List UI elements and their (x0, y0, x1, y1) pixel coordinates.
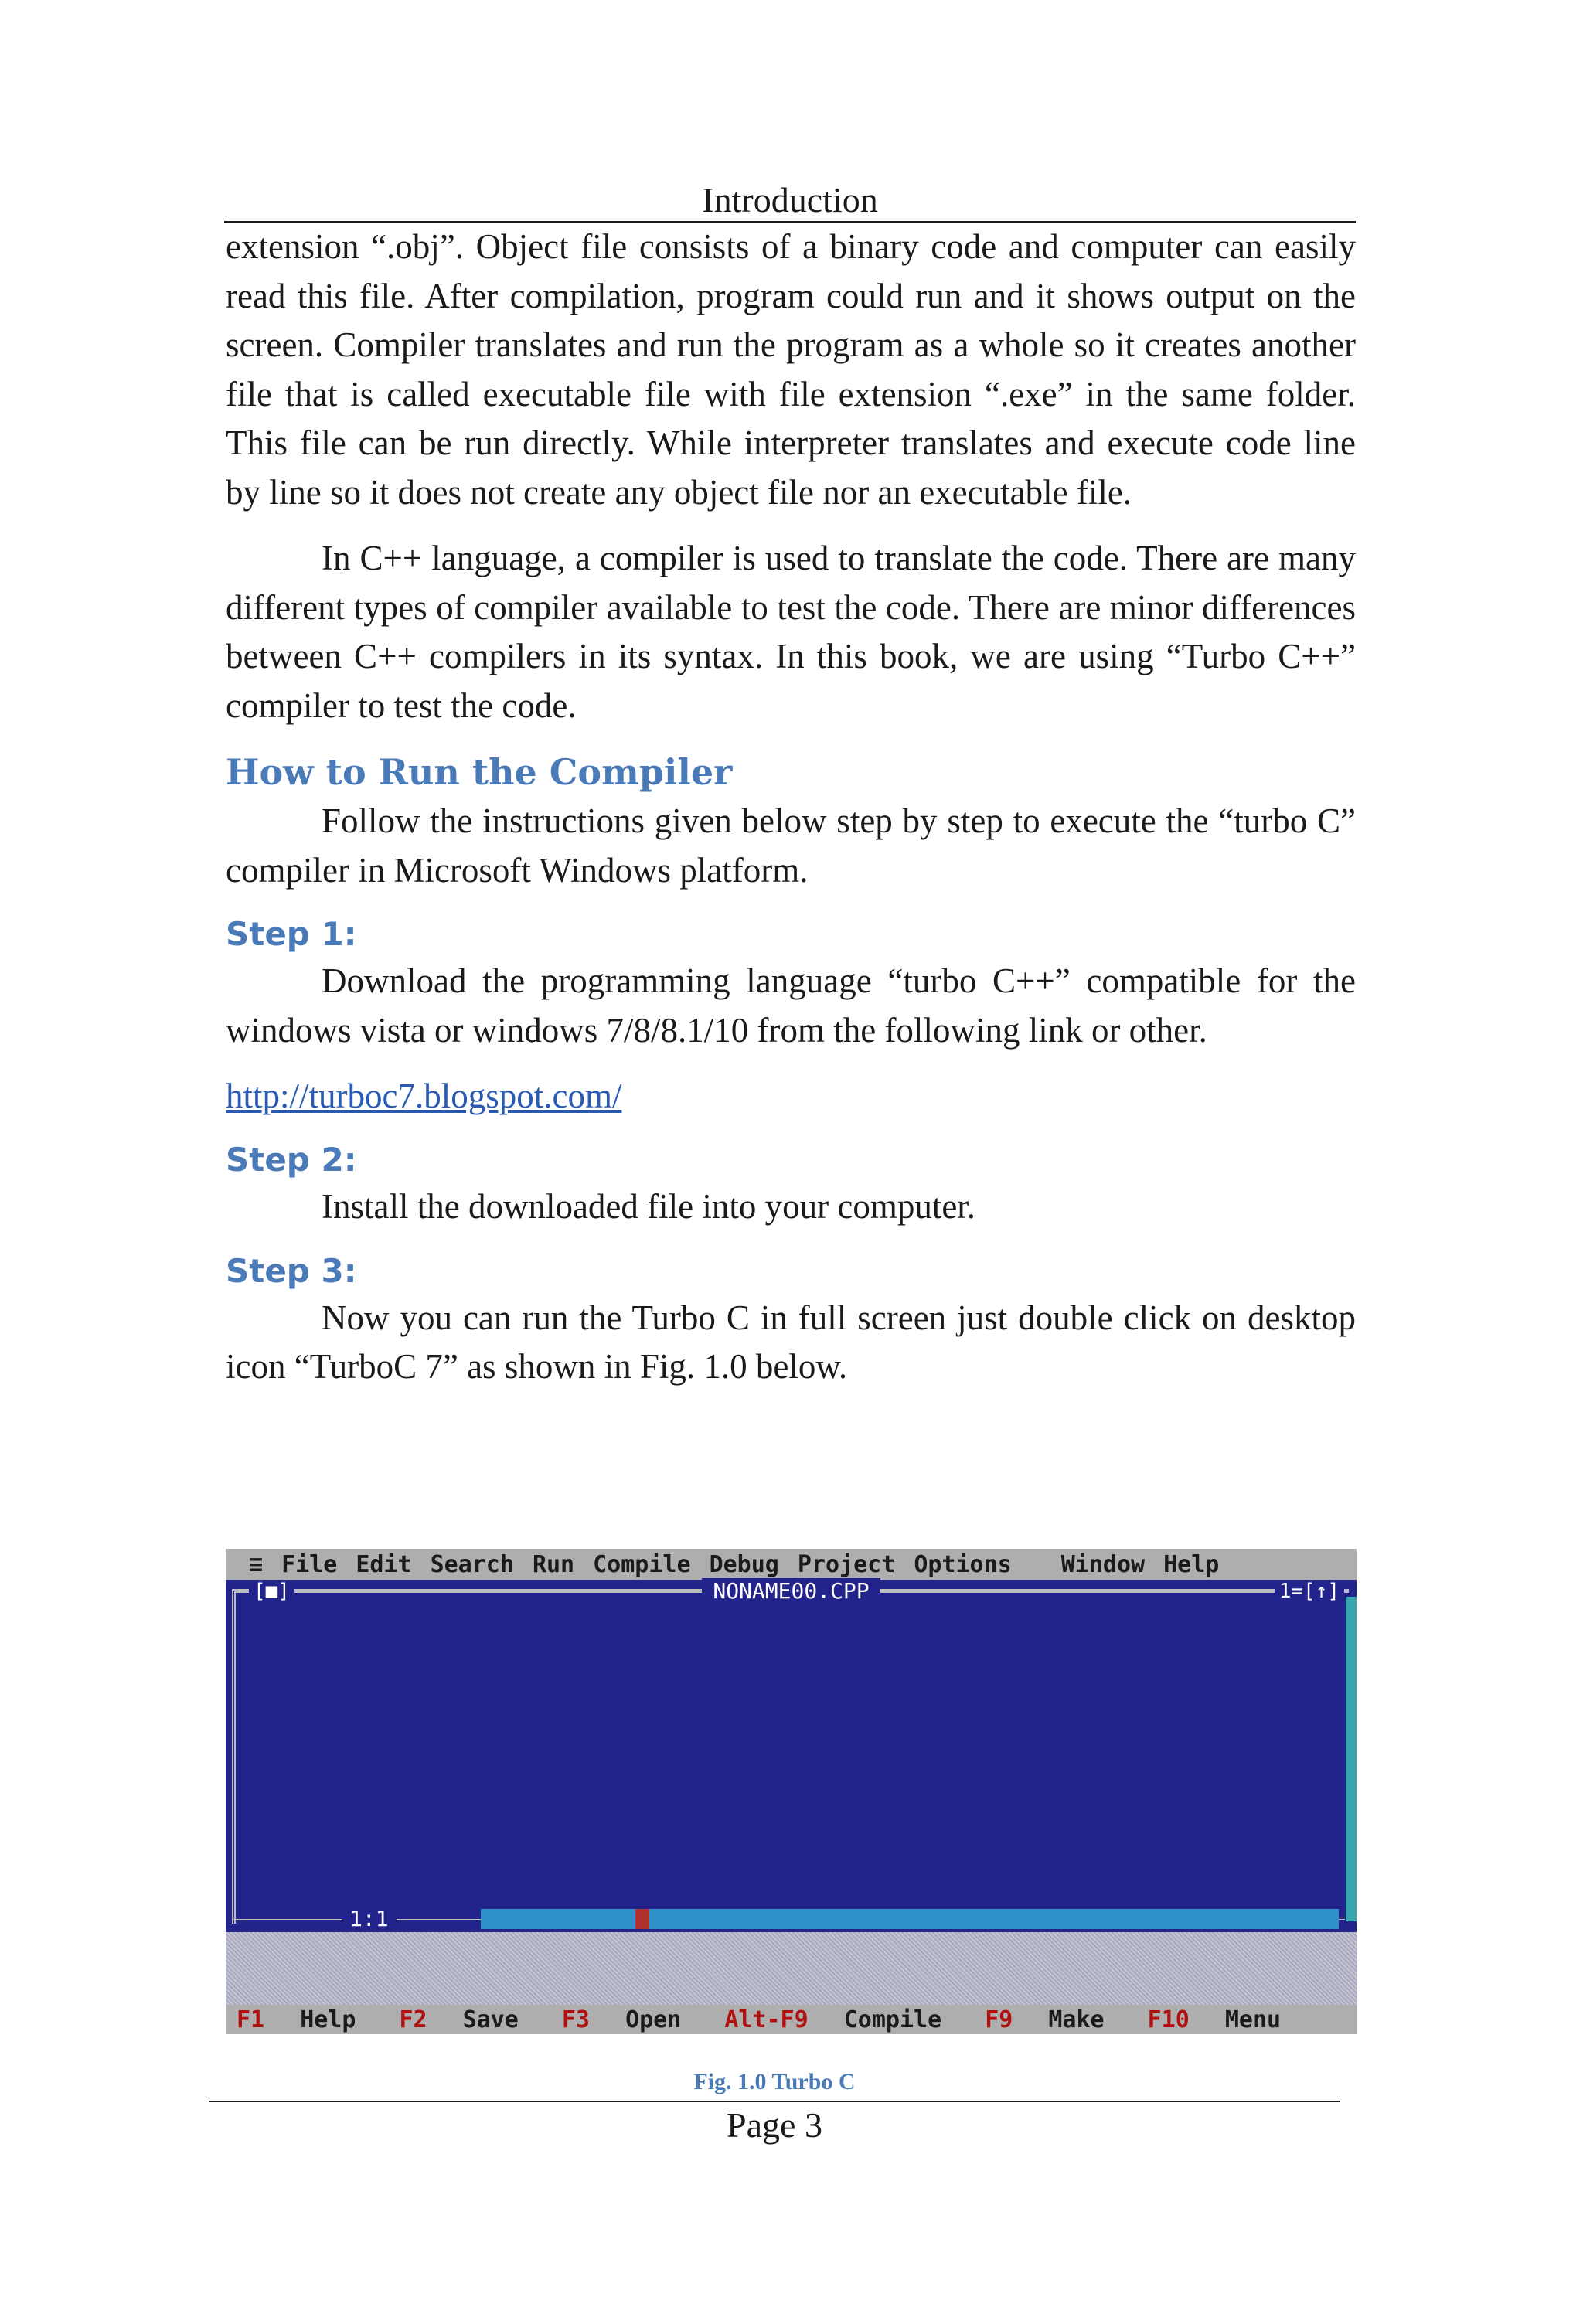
label-make: Make (1048, 2006, 1105, 2033)
paragraph-cpp-compiler: In C++ language, a compiler is used to translate the code. There are many different types of compiler available to test the code. There are minor differences between C++ compilers in its syntax. In this book, we are using “Turbo C++” compiler to test the code. (226, 539, 1356, 725)
step-3-text: Now you can run the Turbo C in full screen just double click on desktop icon “TurboC 7” as shown in Fig. 1.0 below. (226, 1298, 1356, 1386)
key-f3: F3 (561, 2006, 590, 2033)
menu-search[interactable]: Search (430, 1550, 514, 1578)
page-header: Introduction (224, 179, 1356, 223)
menu-compile[interactable]: Compile (593, 1550, 691, 1578)
horizontal-scrollbar[interactable] (481, 1909, 1339, 1929)
paragraph-object-file: extension “.obj”. Object file consists of a binary code and computer can easily read this file. After compilation, program could run and it shows output on the screen. Compiler translates and run the program as a whole so it creates another file that is called executable file with file extension “.exe” in the same folder. This file can be run directly. While interpreter translates and execute code line by line so it does not create any object file nor an executable file. (226, 227, 1356, 512)
page-number: Page 3 (727, 2105, 822, 2145)
figure-caption: Fig. 1.0 Turbo C (693, 2069, 856, 2094)
cursor-position: 1:1 (342, 1906, 397, 1931)
turboc-status-bar (226, 2005, 1357, 2034)
system-menu-icon[interactable]: ≡ (249, 1550, 264, 1578)
editor-window-frame (232, 1589, 1349, 1924)
editor-title (226, 1580, 1357, 1603)
menu-project[interactable]: Project (797, 1550, 896, 1578)
label-compile: Compile (843, 2006, 942, 2033)
download-link[interactable]: http://turboc7.blogspot.com/ (226, 1077, 622, 1115)
menu-run[interactable]: Run (532, 1550, 575, 1578)
status-open[interactable] (562, 2006, 703, 2033)
key-alt-f9: Alt-F9 (724, 2006, 809, 2033)
editor-filename: NONAME00.CPP (702, 1578, 880, 1604)
step-1-text: Download the programming language “turbo C++” compatible for the windows vista or windows 7/8/8.1/10 from the following link or other. (226, 961, 1356, 1050)
section-intro: Follow the instructions given below step by step to execute the “turbo C” compiler in Microsoft Windows platform. (226, 801, 1356, 890)
status-save[interactable] (399, 2006, 540, 2033)
menu-help[interactable]: Help (1163, 1550, 1220, 1578)
status-menu[interactable] (1148, 2006, 1303, 2033)
status-make[interactable] (985, 2006, 1125, 2033)
key-f2: F2 (399, 2006, 427, 2033)
menu-window[interactable]: Window (1060, 1550, 1146, 1578)
scrollbar-thumb[interactable] (635, 1909, 649, 1929)
step-3-label: Step 3: (226, 1251, 357, 1290)
step-2-label: Step 2: (226, 1141, 357, 1179)
key-f10: F10 (1147, 2006, 1190, 2033)
menu-edit[interactable]: Edit (356, 1550, 412, 1578)
page-body (226, 223, 1356, 1392)
vertical-scrollbar[interactable] (1346, 1597, 1357, 1921)
step-2-text: Install the downloaded file into your computer. (322, 1187, 976, 1226)
label-save: Save (462, 2006, 519, 2033)
menu-options[interactable]: Options (914, 1550, 1012, 1578)
label-menu: Menu (1224, 2006, 1282, 2033)
status-help[interactable] (237, 2006, 377, 2033)
close-box-icon[interactable]: [■] (249, 1580, 294, 1603)
status-compile[interactable] (724, 2006, 963, 2033)
turboc-screenshot (226, 1549, 1357, 2034)
section-heading: How to Run the Compiler (226, 751, 733, 793)
label-open: Open (625, 2006, 682, 2033)
turboc-desktop-pattern (226, 1932, 1357, 2005)
menu-file[interactable]: File (281, 1550, 338, 1578)
step-1-label: Step 1: (226, 915, 357, 953)
key-f9: F9 (985, 2006, 1013, 2033)
turboc-menubar (226, 1549, 1357, 1580)
key-f1: F1 (237, 2006, 265, 2033)
label-help: Help (300, 2006, 356, 2033)
menu-debug[interactable]: Debug (709, 1550, 779, 1578)
window-number[interactable]: 1=[↑] (1275, 1580, 1344, 1603)
